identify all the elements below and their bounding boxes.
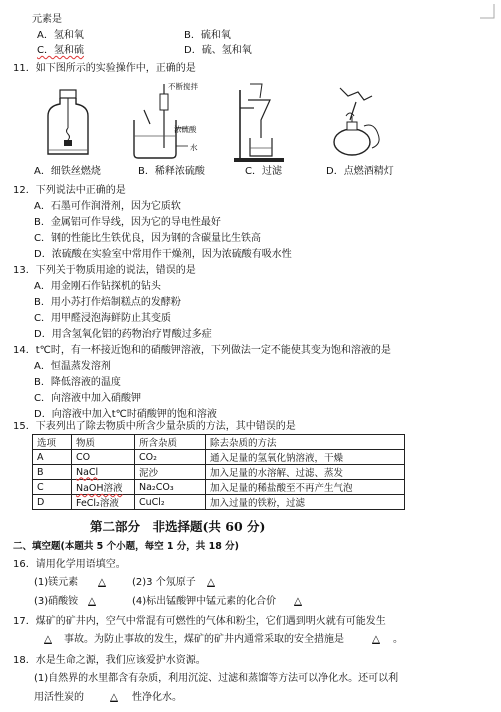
table-cell: CO₂ bbox=[135, 450, 206, 465]
table-cell: 加入足量的水溶解、过滤、蒸发 bbox=[206, 465, 405, 480]
table-cell: 泥沙 bbox=[135, 465, 206, 480]
q16-part2: (2)3 个氖原子 bbox=[132, 577, 196, 588]
q14-stem: 14．t℃时，有一杯接近饱和的硝酸钾溶液，下列做法一定不能使其变为饱和溶液的是 bbox=[13, 345, 391, 356]
q11-caption-a: A．细铁丝燃烧 bbox=[34, 166, 101, 177]
q10-option-d: D．硫、氢和氧 bbox=[184, 45, 252, 56]
table-header: 选项 bbox=[33, 435, 72, 450]
section-heading: 二、填空题(本题共 5 个小题，每空 1 分，共 18 分) bbox=[13, 541, 239, 552]
table-cell: Na₂CO₃ bbox=[135, 480, 206, 495]
q10-option-a: A．氢和氧 bbox=[37, 30, 84, 41]
q17-period: 。 bbox=[393, 634, 403, 645]
table-cell: C bbox=[33, 480, 72, 495]
table-cell: NaOH溶液 bbox=[72, 480, 135, 495]
table-header: 物质 bbox=[72, 435, 135, 450]
figure-d-alcohol-lamp bbox=[320, 86, 392, 160]
q17-blank-1[interactable]: △ bbox=[44, 634, 52, 645]
figure-c-filtration bbox=[232, 80, 292, 164]
table-cell: 通入足量的氢氧化钠溶液，干燥 bbox=[206, 450, 405, 465]
table-cell: B bbox=[33, 465, 72, 480]
q14-option-d: D．向溶液中加入t℃时硝酸钾的饱和溶液 bbox=[34, 409, 217, 420]
q14-option-a: A．恒温蒸发溶剂 bbox=[34, 361, 111, 372]
label-water: 水 bbox=[190, 143, 198, 152]
q13-option-b: B．用小苏打作焙制糕点的发酵粉 bbox=[34, 297, 181, 308]
q14-option-c: C．向溶液中加入硝酸钾 bbox=[34, 393, 141, 404]
q16-blank-2[interactable]: △ bbox=[207, 577, 215, 588]
q11-caption-c: C．过滤 bbox=[245, 166, 282, 177]
q12-stem: 12．下列说法中正确的是 bbox=[13, 185, 126, 196]
q16-blank-3[interactable]: △ bbox=[88, 596, 96, 607]
table-cell: CO bbox=[72, 450, 135, 465]
q15-table bbox=[32, 434, 405, 510]
table-cell: 加入过量的铁粉，过滤 bbox=[206, 495, 405, 510]
q10-tail: 元素是 bbox=[32, 14, 62, 25]
table-cell: D bbox=[33, 495, 72, 510]
table-cell: CuCl₂ bbox=[135, 495, 206, 510]
q16-part4: (4)标出锰酸钾中锰元素的化合价 bbox=[132, 596, 277, 607]
table-cell: NaCl bbox=[72, 465, 135, 480]
q17-line1: 17．煤矿的矿井内，空气中常混有可燃性的气体和粉尘，它们遇到明火就有可能发生 bbox=[13, 616, 386, 627]
q11-caption-b: B．稀释浓硫酸 bbox=[138, 166, 205, 177]
table-header: 除去杂质的方法 bbox=[206, 435, 405, 450]
q18-line2: 用活性炭的 bbox=[34, 692, 84, 703]
q11-caption-d: D．点燃酒精灯 bbox=[326, 166, 394, 177]
q16-blank-4[interactable]: △ bbox=[294, 596, 302, 607]
q15-stem: 15．下表列出了除去物质中所含少量杂质的方法，其中错误的是 bbox=[13, 421, 296, 432]
q18-blank-1[interactable]: △ bbox=[110, 692, 118, 703]
label-stir: 不断搅拌 bbox=[168, 82, 198, 91]
q13-option-d: D．用含氢氧化铝的药物治疗胃酸过多症 bbox=[34, 329, 212, 340]
q14-option-b: B．降低溶液的温度 bbox=[34, 377, 121, 388]
q17-line2: 事故。为防止事故的发生，煤矿的矿井内通常采取的安全措施是 bbox=[64, 634, 344, 645]
q13-stem: 13．下列关于物质用途的说法，错误的是 bbox=[13, 265, 196, 276]
table-row bbox=[33, 450, 405, 465]
table-cell: FeCl₂溶液 bbox=[72, 495, 135, 510]
q12-option-b: B．金属铝可作导线，因为它的导电性最好 bbox=[34, 217, 221, 228]
table-row bbox=[33, 480, 405, 495]
part2-title: 第二部分 非选择题(共 60 分) bbox=[90, 519, 266, 534]
q16-stem: 16．请用化学用语填空。 bbox=[13, 559, 126, 570]
table-row bbox=[33, 495, 405, 510]
table-cell: A bbox=[33, 450, 72, 465]
q13-option-a: A．用金刚石作钻探机的钻头 bbox=[34, 281, 161, 292]
q18-line2-tail: 性净化水。 bbox=[132, 692, 182, 703]
table-header-row bbox=[33, 435, 405, 450]
table-header: 所含杂质 bbox=[135, 435, 206, 450]
q12-option-a: A．石墨可作润滑剂，因为它质软 bbox=[34, 201, 181, 212]
q17-blank-2[interactable]: △ bbox=[372, 634, 380, 645]
q10-option-b: B．硫和氧 bbox=[184, 30, 231, 41]
figure-a-iron-burning bbox=[38, 88, 98, 158]
table-cell: 加入足量的稀盐酸至不再产生气泡 bbox=[206, 480, 405, 495]
q12-option-d: D．浓硫酸在实验室中常用作干燥剂，因为浓硫酸有吸水性 bbox=[34, 249, 292, 260]
q18-stem: 18．水是生命之源，我们应该爱护水资源。 bbox=[13, 655, 206, 666]
q16-part3: (3)硝酸铵 bbox=[34, 596, 79, 607]
label-acid: 浓硫酸 bbox=[174, 125, 197, 134]
q10-option-c: C．氢和硫 bbox=[37, 45, 84, 56]
corner-mark-icon bbox=[478, 2, 496, 20]
table-row bbox=[33, 465, 405, 480]
q16-blank-1[interactable]: △ bbox=[98, 577, 106, 588]
q12-option-c: C．钢的性能比生铁优良，因为钢的含碳量比生铁高 bbox=[34, 233, 261, 244]
q18-line1: (1)自然界的水里都含有杂质，利用沉淀、过滤和蒸馏等方法可以净化水。还可以利 bbox=[34, 673, 399, 684]
q13-option-c: C．用甲醛浸泡海鲜防止其变质 bbox=[34, 313, 171, 324]
q11-stem: 11．如下图所示的实验操作中，正确的是 bbox=[13, 63, 196, 74]
q16-part1: (1)镁元素 bbox=[34, 577, 79, 588]
